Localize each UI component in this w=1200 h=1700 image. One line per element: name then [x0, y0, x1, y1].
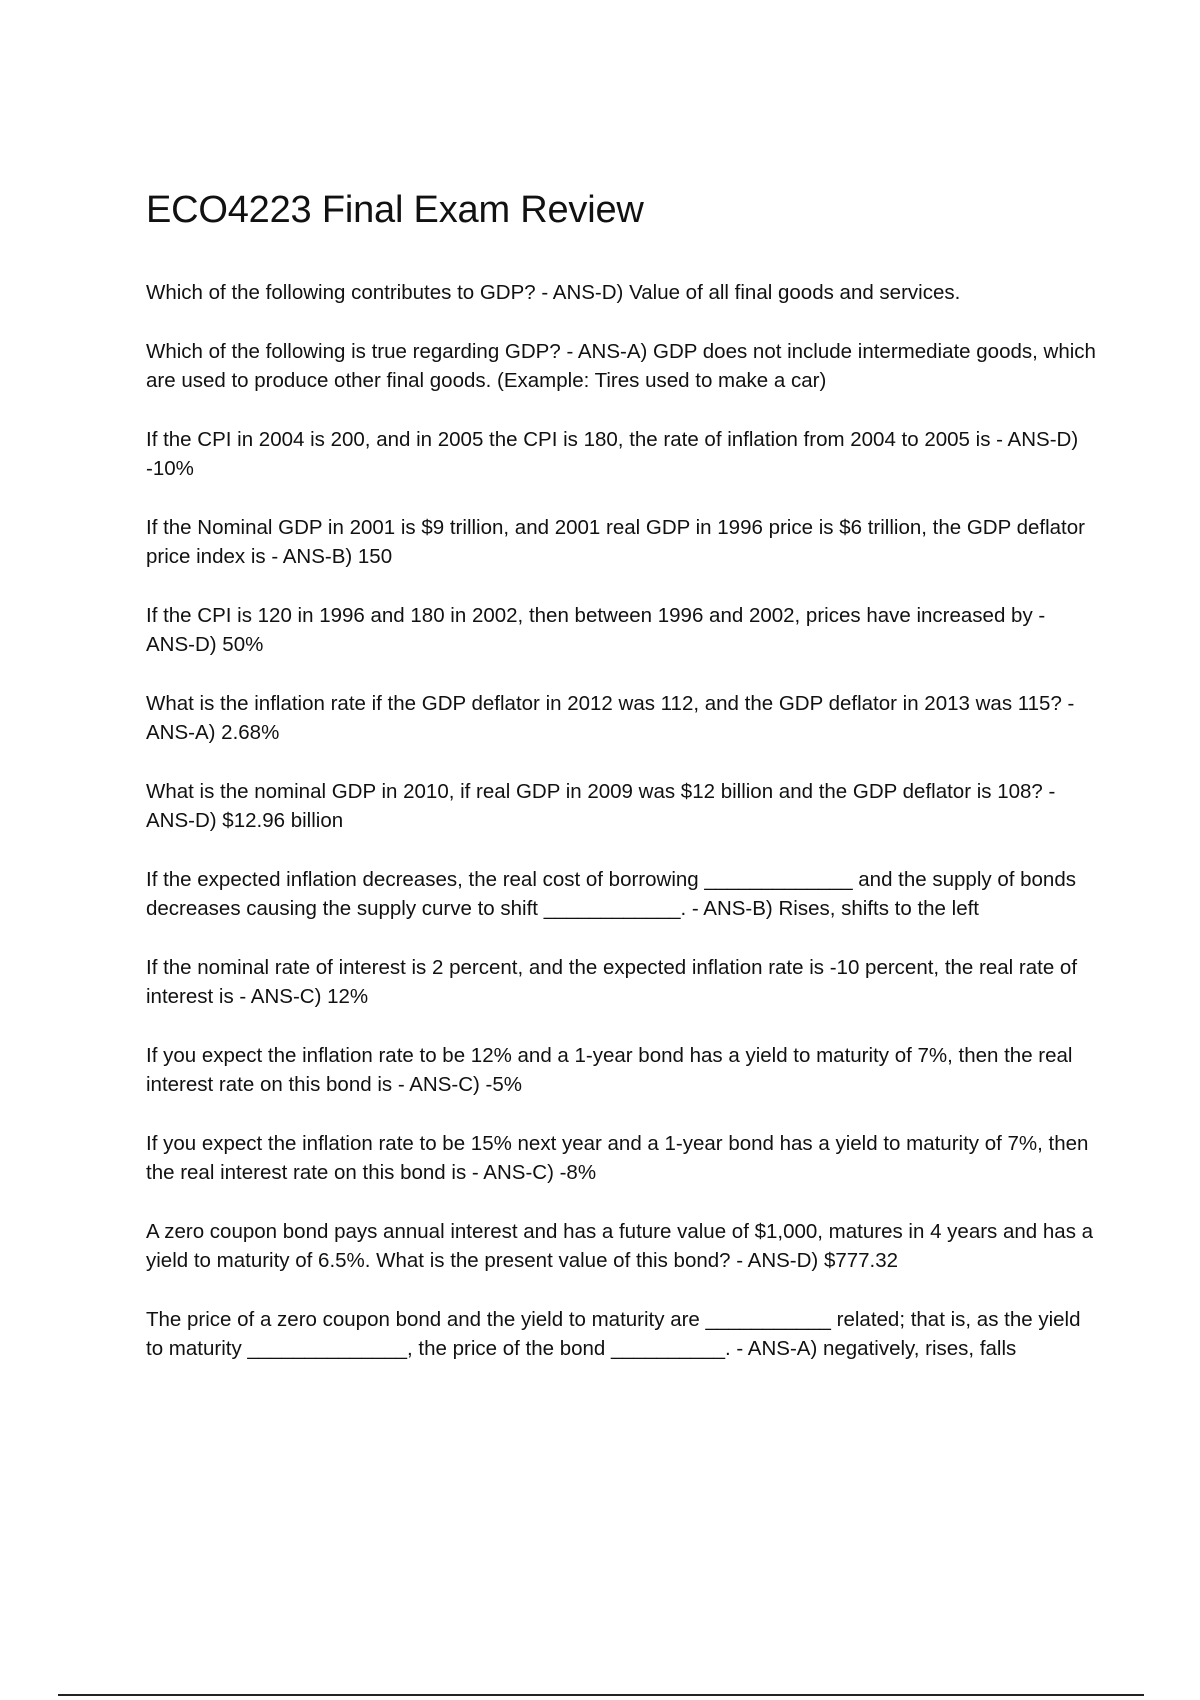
qa-item-5: If the CPI is 120 in 1996 and 180 in 2002, then between 1996 and 2002, prices have increased by - ANS-D) 50% [146, 603, 1046, 656]
qa-item-2: Which of the following is true regarding GDP? - ANS-A) GDP does not include intermediate goods, which are used to produce other final goods. (Example: Tires used to make a car) [146, 339, 1096, 392]
qa-item-8: If the expected inflation decreases, the real cost of borrowing _____________ and the supply of bonds decreases causing the supply curve to shift ____________. - ANS-B) Rises, shifts to the left [146, 867, 1076, 920]
qa-item-13: The price of a zero coupon bond and the yield to maturity are ___________ related; that is, as the yield to maturity ______________, the price of the bond __________. - ANS-A) negatively, rises, falls [146, 1307, 1081, 1360]
qa-item-4: If the Nominal GDP in 2001 is $9 trillion, and 2001 real GDP in 1996 price is $6 trillion, the GDP deflator price index is - ANS-B) 150 [146, 515, 1085, 568]
qa-item-12: A zero coupon bond pays annual interest and has a future value of $1,000, matures in 4 years and has a yield to maturity of 6.5%. What is the present value of this bond? - ANS-D) $777.32 [146, 1219, 1094, 1272]
qa-item-3: If the CPI in 2004 is 200, and in 2005 the CPI is 180, the rate of inflation from 2004 to 2005 is - ANS-D) -10% [146, 427, 1079, 480]
qa-item-9: If the nominal rate of interest is 2 percent, and the expected inflation rate is -10 percent, the real rate of interest is - ANS-C) 12% [146, 955, 1078, 1008]
qa-item-6: What is the inflation rate if the GDP deflator in 2012 was 112, and the GDP deflator in 2013 was 115? - ANS-A) 2.68% [146, 691, 1075, 744]
document-title: ECO4223 Final Exam Review [146, 189, 644, 231]
document-content [146, 186, 1096, 1393]
qa-item-1: Which of the following contributes to GDP? - ANS-D) Value of all final goods and services. [146, 281, 961, 304]
qa-item-11: If you expect the inflation rate to be 15% next year and a 1-year bond has a yield to maturity of 7%, then the real interest rate on this bond is - ANS-C) -8% [146, 1131, 1089, 1184]
qa-item-10: If you expect the inflation rate to be 12% and a 1-year bond has a yield to maturity of 7%, then the real interest rate on this bond is - ANS-C) -5% [146, 1043, 1073, 1096]
page-bottom-divider [58, 1694, 1144, 1696]
qa-item-7: What is the nominal GDP in 2010, if real GDP in 2009 was $12 billion and the GDP deflator is 108? - ANS-D) $12.96 billion [146, 779, 1056, 832]
